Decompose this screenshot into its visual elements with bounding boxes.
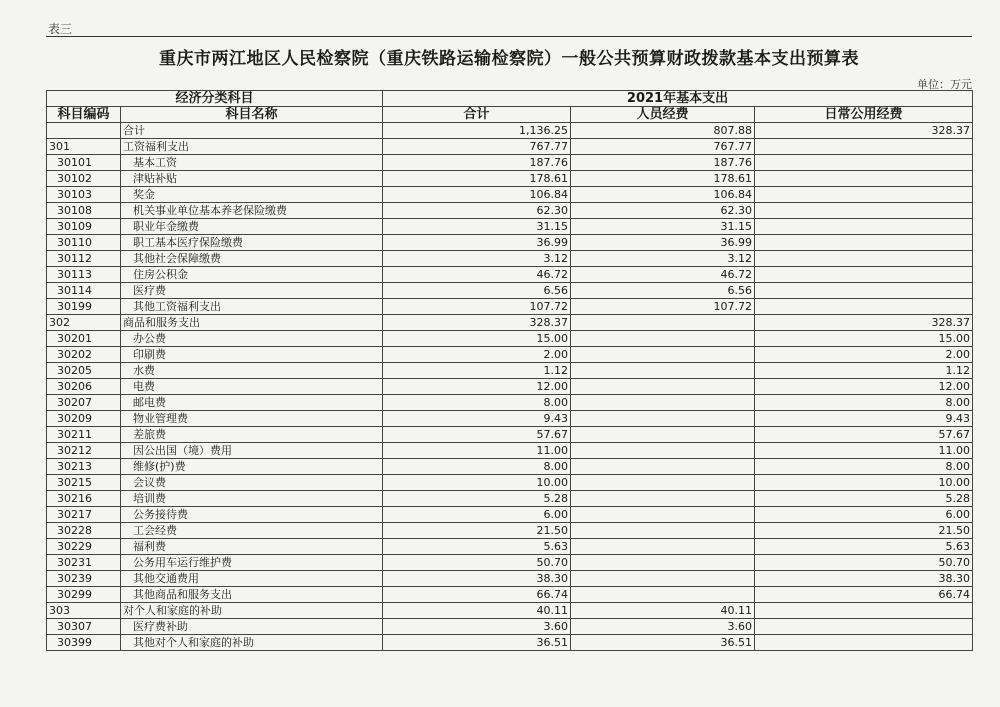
row-name: 其他社会保障缴费 <box>121 251 383 267</box>
row-total: 8.00 <box>383 459 571 475</box>
row-total: 187.76 <box>383 155 571 171</box>
table-row <box>47 187 973 203</box>
row-code: 30239 <box>47 571 121 587</box>
row-personnel: 36.99 <box>571 235 755 251</box>
table-row <box>47 539 973 555</box>
row-personnel <box>571 507 755 523</box>
header-code: 科目编码 <box>47 107 121 123</box>
row-public: 10.00 <box>755 475 973 491</box>
row-public: 38.30 <box>755 571 973 587</box>
row-name: 其他对个人和家庭的补助 <box>121 635 383 651</box>
row-personnel: 6.56 <box>571 283 755 299</box>
row-name: 其他交通费用 <box>121 571 383 587</box>
row-code: 30103 <box>47 187 121 203</box>
row-personnel <box>571 411 755 427</box>
row-name: 津贴补贴 <box>121 171 383 187</box>
row-code: 303 <box>47 603 121 619</box>
table-row <box>47 603 973 619</box>
table-row <box>47 411 973 427</box>
row-total: 107.72 <box>383 299 571 315</box>
row-name: 机关事业单位基本养老保险缴费 <box>121 203 383 219</box>
row-personnel: 106.84 <box>571 187 755 203</box>
row-public: 328.37 <box>755 123 973 139</box>
table-row <box>47 395 973 411</box>
header-budget-group: 2021年基本支出 <box>383 91 973 107</box>
header-name: 科目名称 <box>121 107 383 123</box>
row-name: 其他商品和服务支出 <box>121 587 383 603</box>
table-row <box>47 203 973 219</box>
row-public: 5.28 <box>755 491 973 507</box>
row-public: 9.43 <box>755 411 973 427</box>
row-total: 5.28 <box>383 491 571 507</box>
row-personnel: 62.30 <box>571 203 755 219</box>
row-personnel <box>571 331 755 347</box>
row-public <box>755 155 973 171</box>
table-row <box>47 619 973 635</box>
row-total: 328.37 <box>383 315 571 331</box>
row-total: 106.84 <box>383 187 571 203</box>
top-divider <box>46 36 972 37</box>
row-total: 66.74 <box>383 587 571 603</box>
row-public: 66.74 <box>755 587 973 603</box>
table-row <box>47 267 973 283</box>
row-total: 31.15 <box>383 219 571 235</box>
row-name: 奖金 <box>121 187 383 203</box>
row-personnel <box>571 491 755 507</box>
row-total: 1.12 <box>383 363 571 379</box>
row-name: 会议费 <box>121 475 383 491</box>
row-total: 3.60 <box>383 619 571 635</box>
row-personnel <box>571 395 755 411</box>
row-public: 57.67 <box>755 427 973 443</box>
row-code: 302 <box>47 315 121 331</box>
row-code: 30209 <box>47 411 121 427</box>
row-code: 30231 <box>47 555 121 571</box>
row-personnel <box>571 363 755 379</box>
row-public <box>755 187 973 203</box>
header-public: 日常公用经费 <box>755 107 973 123</box>
row-code: 30101 <box>47 155 121 171</box>
row-personnel <box>571 427 755 443</box>
row-total: 1,136.25 <box>383 123 571 139</box>
row-public <box>755 171 973 187</box>
header-row-group <box>47 91 973 107</box>
table-row <box>47 379 973 395</box>
table-row <box>47 219 973 235</box>
row-name: 医疗费补助 <box>121 619 383 635</box>
row-code: 30110 <box>47 235 121 251</box>
row-personnel <box>571 555 755 571</box>
row-public: 328.37 <box>755 315 973 331</box>
row-code: 30112 <box>47 251 121 267</box>
row-public <box>755 219 973 235</box>
row-code: 30307 <box>47 619 121 635</box>
table-row <box>47 555 973 571</box>
row-personnel: 3.60 <box>571 619 755 635</box>
row-total: 8.00 <box>383 395 571 411</box>
row-personnel <box>571 443 755 459</box>
row-total: 9.43 <box>383 411 571 427</box>
row-public <box>755 603 973 619</box>
table-row <box>47 475 973 491</box>
table-row <box>47 171 973 187</box>
row-name: 工资福利支出 <box>121 139 383 155</box>
row-personnel: 767.77 <box>571 139 755 155</box>
row-code: 30109 <box>47 219 121 235</box>
row-total: 2.00 <box>383 347 571 363</box>
row-total: 46.72 <box>383 267 571 283</box>
row-total: 3.12 <box>383 251 571 267</box>
row-total: 11.00 <box>383 443 571 459</box>
row-total: 36.99 <box>383 235 571 251</box>
row-name: 邮电费 <box>121 395 383 411</box>
row-personnel <box>571 587 755 603</box>
row-code: 30114 <box>47 283 121 299</box>
row-name: 职业年金缴费 <box>121 219 383 235</box>
row-personnel: 3.12 <box>571 251 755 267</box>
row-public <box>755 619 973 635</box>
row-public: 50.70 <box>755 555 973 571</box>
table-row <box>47 523 973 539</box>
page-title: 重庆市两江地区人民检察院（重庆铁路运输检察院）一般公共预算财政拨款基本支出预算表 <box>159 49 859 69</box>
table-row <box>47 283 973 299</box>
row-code: 30199 <box>47 299 121 315</box>
row-personnel <box>571 475 755 491</box>
header-total: 合计 <box>383 107 571 123</box>
row-total: 21.50 <box>383 523 571 539</box>
table-row <box>47 235 973 251</box>
row-personnel: 187.76 <box>571 155 755 171</box>
row-name: 基本工资 <box>121 155 383 171</box>
row-name: 医疗费 <box>121 283 383 299</box>
budget-table-body <box>47 91 973 651</box>
row-name: 因公出国（境）费用 <box>121 443 383 459</box>
row-name: 公务用车运行维护费 <box>121 555 383 571</box>
row-total: 6.00 <box>383 507 571 523</box>
table-row <box>47 491 973 507</box>
row-public: 8.00 <box>755 459 973 475</box>
row-total: 57.67 <box>383 427 571 443</box>
row-name: 职工基本医疗保险缴费 <box>121 235 383 251</box>
row-code: 30211 <box>47 427 121 443</box>
row-name: 工会经费 <box>121 523 383 539</box>
row-personnel <box>571 459 755 475</box>
table-row <box>47 427 973 443</box>
row-code: 30207 <box>47 395 121 411</box>
row-total: 15.00 <box>383 331 571 347</box>
row-code: 30113 <box>47 267 121 283</box>
table-row <box>47 507 973 523</box>
row-total: 40.11 <box>383 603 571 619</box>
row-code: 30228 <box>47 523 121 539</box>
row-personnel <box>571 523 755 539</box>
row-total: 5.63 <box>383 539 571 555</box>
row-code: 30217 <box>47 507 121 523</box>
header-personnel: 人员经费 <box>571 107 755 123</box>
row-code: 30102 <box>47 171 121 187</box>
row-public <box>755 235 973 251</box>
table-row <box>47 299 973 315</box>
row-name: 合计 <box>121 123 383 139</box>
row-name: 印刷费 <box>121 347 383 363</box>
row-code: 30216 <box>47 491 121 507</box>
row-code: 30399 <box>47 635 121 651</box>
row-total: 178.61 <box>383 171 571 187</box>
row-code: 30299 <box>47 587 121 603</box>
table-row <box>47 443 973 459</box>
row-name: 公务接待费 <box>121 507 383 523</box>
row-personnel: 40.11 <box>571 603 755 619</box>
row-total: 62.30 <box>383 203 571 219</box>
row-code: 30213 <box>47 459 121 475</box>
row-public <box>755 635 973 651</box>
row-personnel <box>571 571 755 587</box>
row-public <box>755 203 973 219</box>
row-public <box>755 267 973 283</box>
row-name: 其他工资福利支出 <box>121 299 383 315</box>
row-code: 30206 <box>47 379 121 395</box>
table-row <box>47 635 973 651</box>
row-name: 差旅费 <box>121 427 383 443</box>
table-row <box>47 459 973 475</box>
row-personnel <box>571 347 755 363</box>
row-code <box>47 123 121 139</box>
unit-label: 单位：万元 <box>917 78 972 91</box>
row-name: 对个人和家庭的补助 <box>121 603 383 619</box>
row-name: 办公费 <box>121 331 383 347</box>
table-row <box>47 363 973 379</box>
row-code: 30205 <box>47 363 121 379</box>
row-code: 30215 <box>47 475 121 491</box>
budget-table <box>46 90 973 651</box>
table-row <box>47 139 973 155</box>
row-public <box>755 299 973 315</box>
row-name: 物业管理费 <box>121 411 383 427</box>
table-row <box>47 123 973 139</box>
row-name: 住房公积金 <box>121 267 383 283</box>
row-public <box>755 251 973 267</box>
row-code: 30229 <box>47 539 121 555</box>
row-total: 6.56 <box>383 283 571 299</box>
row-public: 12.00 <box>755 379 973 395</box>
row-personnel: 807.88 <box>571 123 755 139</box>
table-row <box>47 315 973 331</box>
row-personnel: 46.72 <box>571 267 755 283</box>
row-public: 15.00 <box>755 331 973 347</box>
row-public: 6.00 <box>755 507 973 523</box>
row-name: 电费 <box>121 379 383 395</box>
row-total: 50.70 <box>383 555 571 571</box>
table-row <box>47 251 973 267</box>
table-row <box>47 587 973 603</box>
row-code: 30212 <box>47 443 121 459</box>
row-public: 8.00 <box>755 395 973 411</box>
row-personnel <box>571 379 755 395</box>
row-code: 30108 <box>47 203 121 219</box>
table-row <box>47 571 973 587</box>
table-row <box>47 331 973 347</box>
row-name: 福利费 <box>121 539 383 555</box>
row-total: 38.30 <box>383 571 571 587</box>
row-personnel <box>571 539 755 555</box>
row-public <box>755 139 973 155</box>
row-name: 培训费 <box>121 491 383 507</box>
row-personnel: 31.15 <box>571 219 755 235</box>
row-public <box>755 283 973 299</box>
header-econ-group: 经济分类科目 <box>47 91 383 107</box>
row-public: 5.63 <box>755 539 973 555</box>
row-public: 2.00 <box>755 347 973 363</box>
row-personnel: 36.51 <box>571 635 755 651</box>
row-total: 767.77 <box>383 139 571 155</box>
row-public: 11.00 <box>755 443 973 459</box>
row-total: 36.51 <box>383 635 571 651</box>
row-code: 30201 <box>47 331 121 347</box>
header-row-columns <box>47 107 973 123</box>
row-name: 商品和服务支出 <box>121 315 383 331</box>
row-name: 水费 <box>121 363 383 379</box>
row-personnel: 178.61 <box>571 171 755 187</box>
row-code: 301 <box>47 139 121 155</box>
row-name: 维修(护)费 <box>121 459 383 475</box>
table-row <box>47 347 973 363</box>
row-total: 10.00 <box>383 475 571 491</box>
row-total: 12.00 <box>383 379 571 395</box>
row-personnel: 107.72 <box>571 299 755 315</box>
table-row <box>47 155 973 171</box>
page-label: 表三 <box>48 22 73 36</box>
row-code: 30202 <box>47 347 121 363</box>
row-public: 21.50 <box>755 523 973 539</box>
row-public: 1.12 <box>755 363 973 379</box>
row-personnel <box>571 315 755 331</box>
